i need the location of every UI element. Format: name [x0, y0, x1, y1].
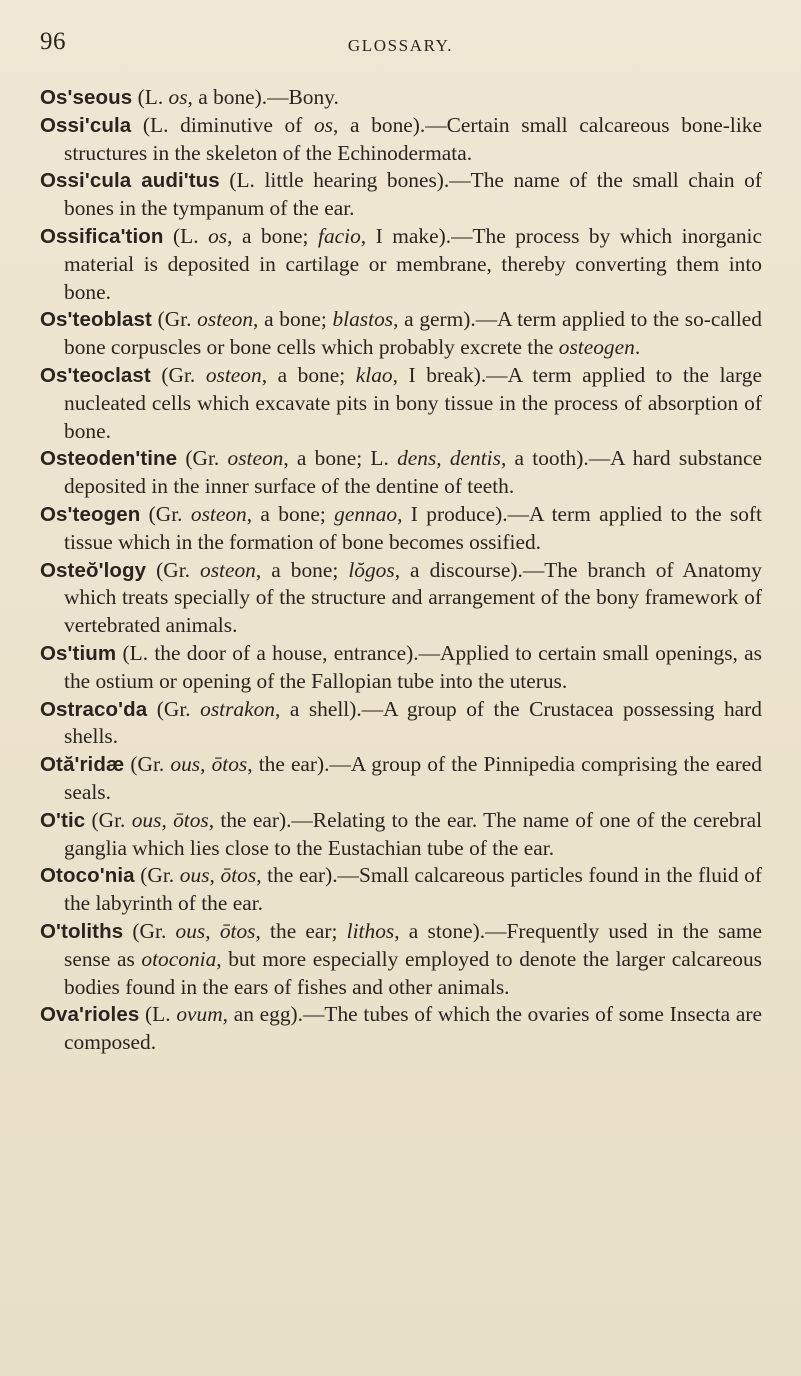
glossary-entry — [40, 445, 762, 501]
entry-italic-term: dens — [397, 446, 437, 471]
entry-italic-term: os — [168, 85, 188, 109]
entry-headword: Osteoden'tine — [40, 447, 178, 471]
entry-definition-text: , a bone; L. — [283, 446, 398, 471]
entry-definition-text: , a bone; — [246, 501, 335, 526]
entry-headword: Os'teoblast — [40, 308, 152, 332]
entry-definition-text: (L. — [132, 85, 169, 109]
running-head — [40, 28, 761, 68]
entry-definition-text: , a bone; — [253, 307, 333, 332]
entry-italic-term: gennao — [334, 501, 398, 526]
entry-definition-text: (L. — [163, 223, 209, 248]
entry-definition-text: (Gr. — [85, 807, 132, 832]
entry-headword: Osteŏ'logy — [40, 558, 147, 582]
entry-headword: Os'tium — [40, 641, 117, 665]
glossary-entry — [40, 807, 762, 863]
entry-definition-text: , but more especially employed to denote the larger calcareous bodies found in the ears of fishes and other animals. — [64, 946, 762, 999]
entry-definition-text: (L. the door of a house, entrance).—Applied to certain small openings, as the ostium or opening of the Fallopian tube into the uterus. — [64, 640, 762, 693]
entry-definition-text: (Gr. — [147, 696, 201, 721]
glossary-entry — [40, 306, 762, 362]
entry-definition-text: , a discourse).—The branch of Anatomy which treats specially of the structure and arrangement of the bony framework of vertebrated animals. — [64, 557, 762, 638]
entry-italic-term: ous — [179, 863, 210, 888]
entry-italic-term: os — [313, 112, 334, 137]
glossary-entry — [40, 362, 762, 445]
glossary-entry — [40, 167, 762, 223]
entry-definition-text: . — [634, 335, 641, 360]
entry-headword: Ostraco'da — [40, 697, 148, 721]
entry-headword: Otă'ridæ — [40, 753, 125, 777]
entry-italic-term: ous — [170, 752, 201, 777]
entry-headword: O'toliths — [40, 919, 124, 943]
entry-definition-text: , — [161, 807, 174, 832]
glossary-entry — [40, 223, 762, 306]
entry-italic-term: os — [208, 223, 228, 248]
entry-headword: O'tic — [40, 808, 86, 832]
entry-italic-term: ōtos — [173, 807, 209, 832]
entry-italic-term: ous — [175, 918, 206, 943]
entry-headword: Os'teoclast — [40, 363, 151, 387]
entry-definition-text: (Gr. — [123, 918, 176, 943]
entry-definition-text: , a bone).—Certain small calcareous bone-like structures in the skeleton of the Echinodermata. — [64, 112, 762, 165]
entry-definition-text: , the ear).—Relating to the ear. The name of one of the cerebral ganglia which lies close to the Eustachian tube of the ear. — [64, 807, 763, 860]
entry-headword: Ova'rioles — [40, 1003, 140, 1027]
entry-italic-term: dentis — [449, 446, 501, 471]
entry-definition-text: (Gr. — [151, 307, 198, 332]
entry-italic-term: osteon — [190, 501, 247, 526]
entry-definition-text: , a shell).—A group of the Crustacea possessing hard shells. — [64, 696, 762, 749]
entry-headword: Os'seous — [40, 86, 133, 109]
entry-italic-term: blastos — [332, 307, 394, 332]
entry-definition-text: (Gr. — [140, 501, 191, 526]
entry-definition-text: (Gr. — [177, 446, 228, 471]
entry-headword: Ossi'cula — [40, 113, 132, 137]
entry-definition-text: , the ear).—Small calcareous particles found in the fluid of the labyrinth of the ear. — [64, 863, 762, 916]
page-number: 96 — [40, 28, 66, 55]
entry-headword: Ossifica'tion — [40, 224, 164, 248]
entry-italic-term: osteon — [227, 446, 284, 471]
glossary-entry — [40, 112, 762, 168]
glossary-entry — [40, 1001, 762, 1057]
entry-italic-term: ostrakon — [200, 696, 275, 721]
glossary-entry — [40, 84, 762, 112]
entry-italic-term: ōtos — [219, 918, 256, 943]
entry-definition-text: , I make).—The process by which inorganic material is deposited in cartilage or membrane, thereby converting them into bone. — [64, 223, 762, 304]
entry-definition-text: , a bone; — [261, 362, 356, 387]
entry-definition-text: , an egg).—The tubes of which the ovaries of some Insecta are composed. — [64, 1002, 762, 1055]
entry-definition-text: , I produce).—A term applied to the soft tissue which in the formation of bone becomes ossified. — [64, 501, 762, 554]
entry-definition-text: , — [205, 918, 220, 943]
entry-definition-text: , I break).—A term applied to the large nucleated cells which excavate pits in bony tissue in the process of absorption of bone. — [64, 362, 762, 443]
entry-definition-text: , — [200, 752, 212, 777]
entry-italic-term: klao — [355, 362, 393, 387]
entry-definition-text: (L. — [139, 1002, 177, 1027]
glossary-entries — [40, 84, 762, 1057]
entry-definition-text: (Gr. — [150, 362, 206, 387]
entry-italic-term: osteon — [205, 362, 262, 387]
entry-italic-term: otoconia — [141, 946, 217, 971]
entry-definition-text: , — [436, 446, 450, 471]
glossary-entry — [40, 501, 762, 557]
entry-italic-term: osteon — [200, 557, 256, 582]
entry-italic-term: ōtos — [220, 863, 257, 888]
entry-definition-text: (L. little hearing bones).—The name of the small chain of bones in the tympanum of the ear. — [64, 168, 762, 221]
glossary-entry — [40, 918, 762, 1001]
entry-headword: Otoco'nia — [40, 864, 135, 888]
entry-definition-text: , a bone; — [227, 223, 319, 248]
glossary-entry — [40, 696, 762, 752]
entry-definition-text: , a bone; — [255, 557, 349, 582]
entry-definition-text: , a bone).—Bony. — [187, 85, 339, 109]
running-title: GLOSSARY. — [347, 36, 454, 55]
entry-definition-text: (Gr. — [124, 752, 171, 777]
glossary-entry — [40, 557, 762, 640]
entry-definition-text: , — [209, 863, 221, 888]
entry-italic-term: osteogen — [558, 335, 635, 360]
entry-italic-term: lŏgos — [348, 557, 395, 582]
entry-headword: Ossi'cula audi'tus — [40, 169, 220, 193]
entry-definition-text: , a germ).—A term applied to the so-called bone corpuscles or bone cells which probably excrete the — [64, 307, 762, 360]
entry-italic-term: osteon — [197, 307, 254, 332]
entry-definition-text: (Gr. — [146, 557, 201, 582]
entry-italic-term: ovum — [176, 1002, 223, 1027]
entry-definition-text: (Gr. — [134, 863, 180, 888]
glossary-entry — [40, 862, 762, 918]
entry-italic-term: ous — [131, 807, 162, 832]
entry-italic-term: ōtos — [211, 752, 248, 777]
glossary-entry — [40, 751, 762, 807]
entry-definition-text: , a stone).—Frequently used in the same sense as — [64, 918, 762, 971]
entry-definition-text: , the ear).—A group of the Pinnipedia comprising the eared seals. — [64, 752, 762, 804]
entry-definition-text: , the ear; — [255, 918, 347, 943]
glossary-entry — [40, 640, 762, 696]
entry-headword: Os'teogen — [40, 502, 141, 526]
entry-definition-text: (L. diminutive of — [131, 112, 314, 137]
entry-italic-term: lithos — [346, 918, 395, 943]
entry-definition-text: , a tooth).—A hard substance deposited in the inner surface of the dentine of teeth. — [64, 446, 762, 499]
entry-italic-term: facio — [318, 223, 361, 248]
